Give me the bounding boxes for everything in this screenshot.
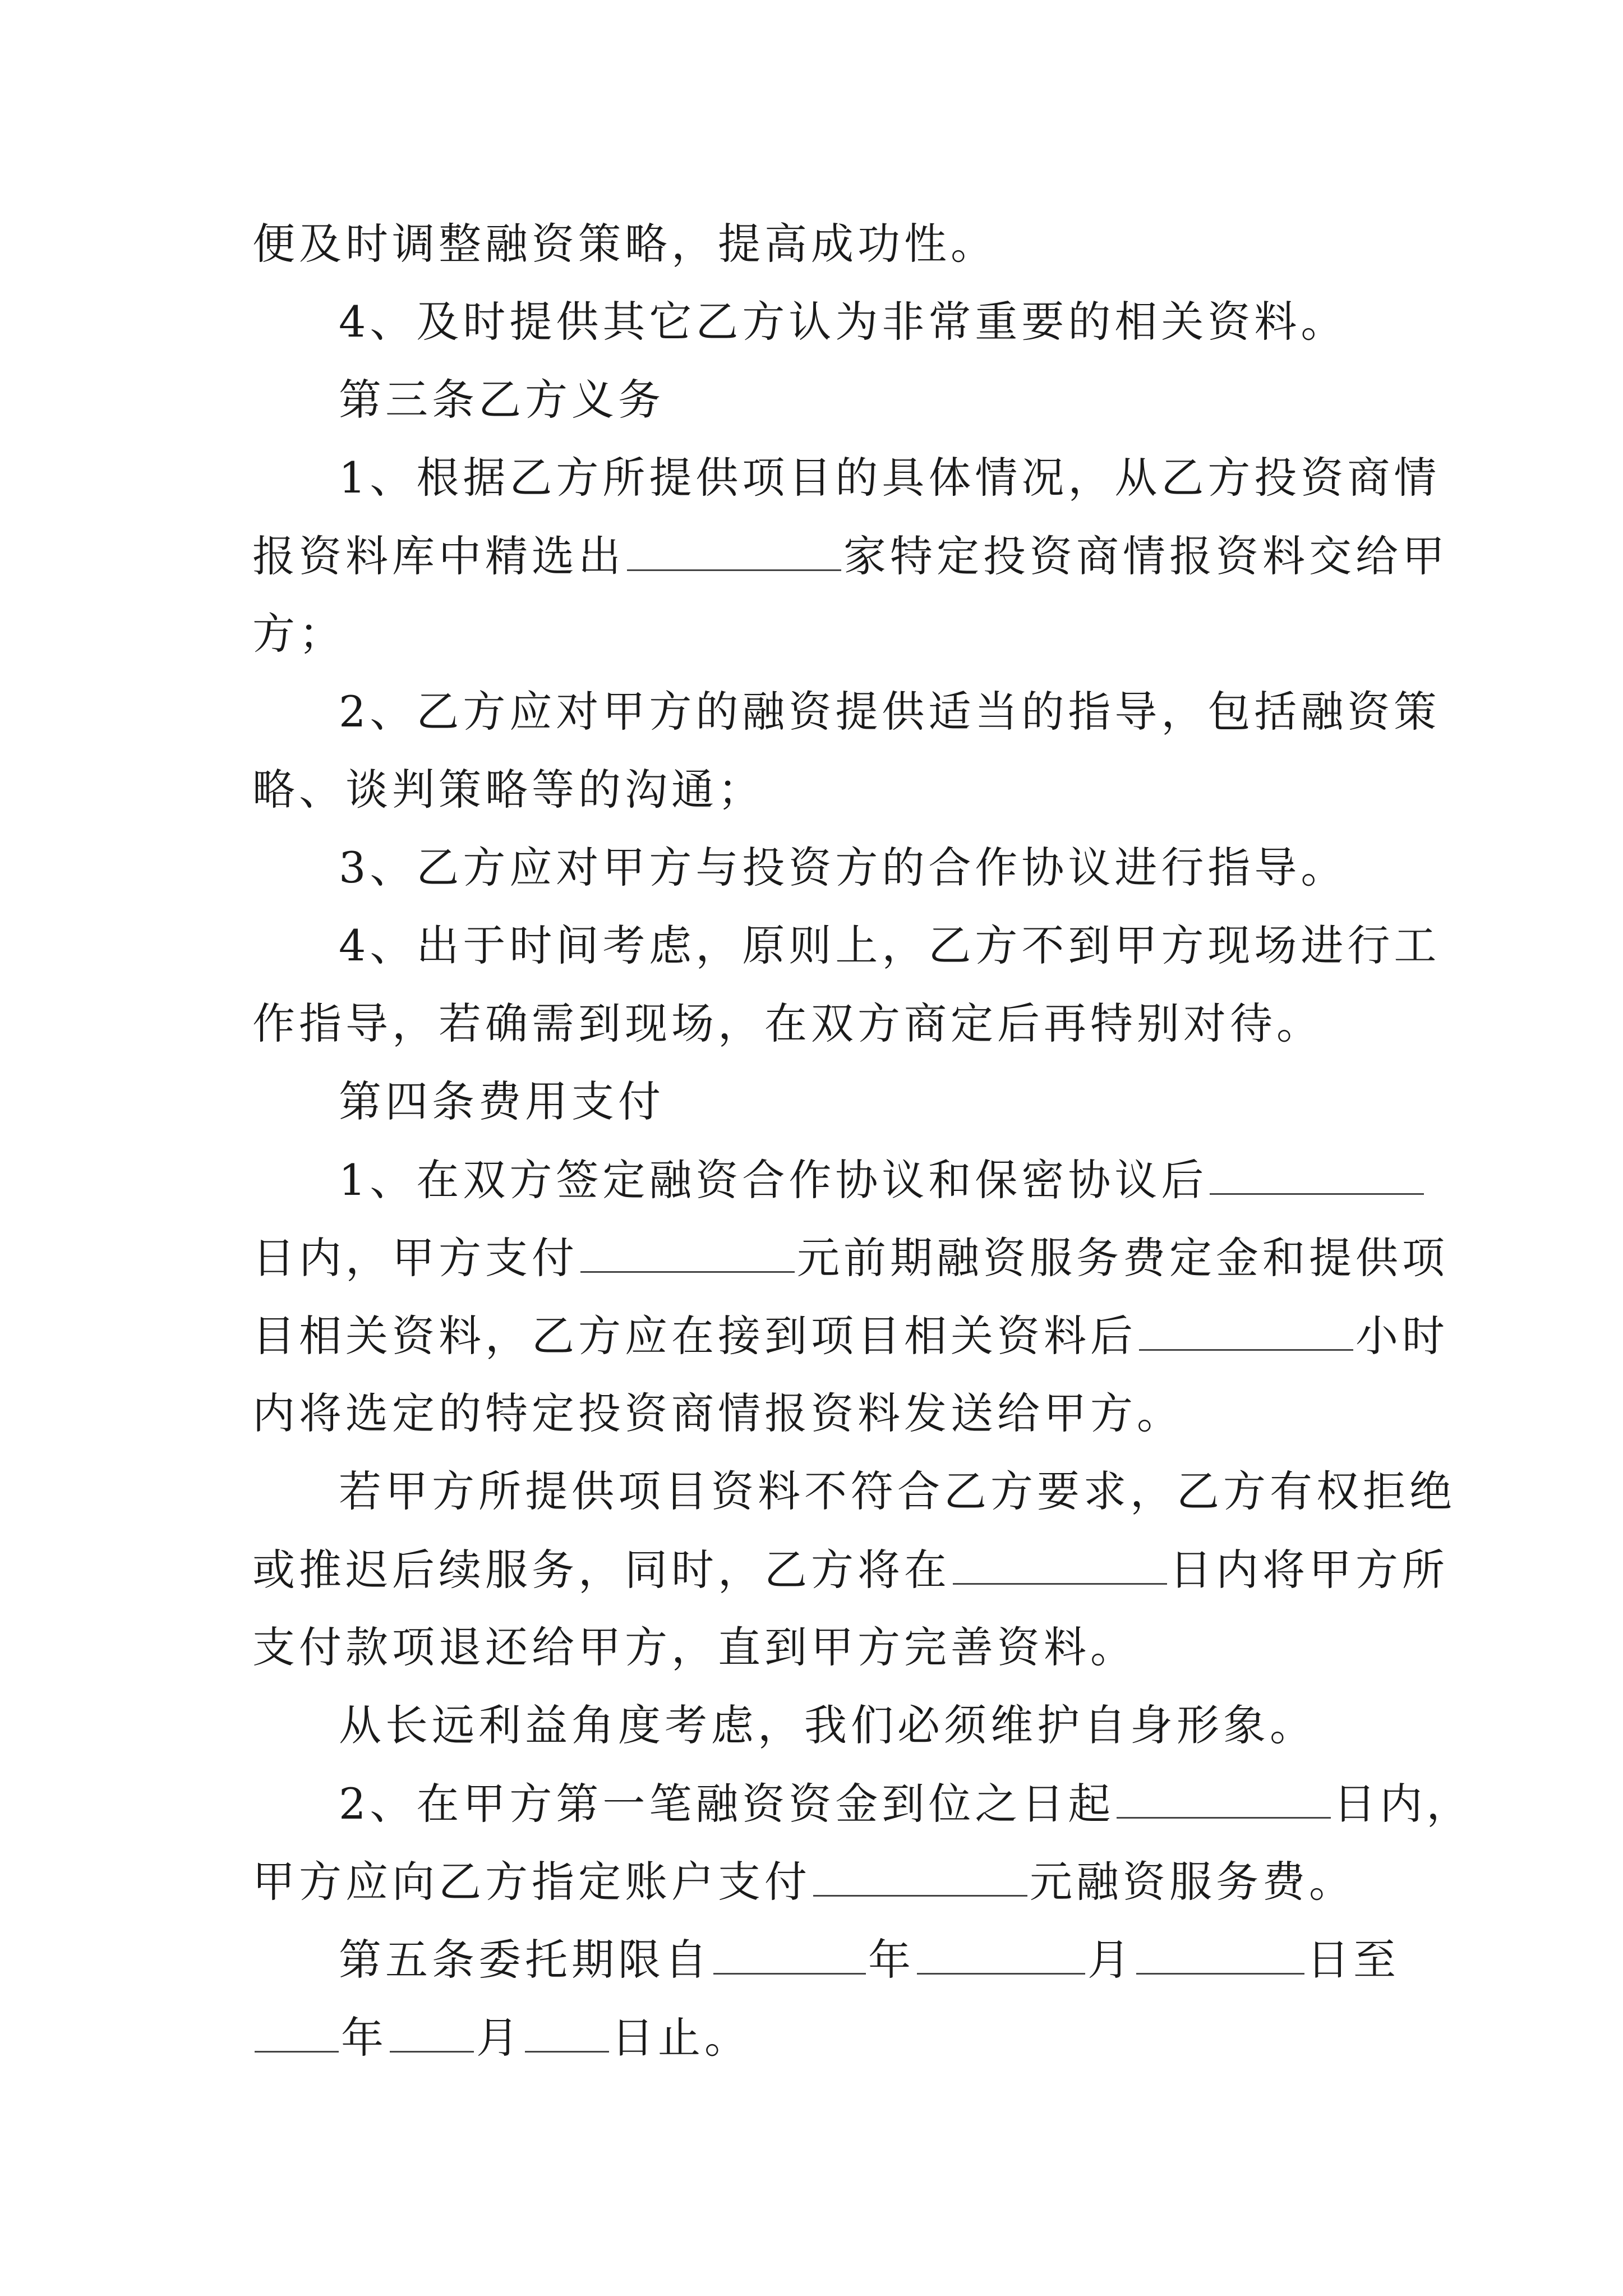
paragraph-line: [252, 1230, 1449, 1286]
section-heading-4: [339, 1074, 1396, 1130]
section-heading-3: [339, 372, 1396, 428]
text: 小时: [1355, 1311, 1449, 1361]
fill-in-blank: [1117, 1775, 1331, 1819]
text: 元融资服务费。: [1030, 1857, 1355, 1907]
text: 4、出于时间考虑，原则上，乙方不到甲方现场进行工: [339, 921, 1441, 970]
text: 年: [868, 1935, 915, 1985]
text: 元前期融资服务费定金和提供项: [797, 1233, 1449, 1283]
text: 月: [476, 2013, 523, 2063]
fill-in-blank: [255, 2009, 339, 2053]
paragraph-line: [339, 1775, 1473, 1832]
paragraph-line: [339, 684, 1441, 740]
text: 年: [341, 2013, 388, 2063]
text: 报资料库中精选出: [252, 531, 625, 581]
paragraph-line: [252, 1542, 1449, 1598]
fill-in-blank: [1210, 1152, 1424, 1195]
text: 1、根据乙方所提供项目的具体情况，从乙方投资商情: [339, 453, 1441, 503]
text: 第四条费用支付: [339, 1076, 665, 1126]
fill-in-blank: [390, 2009, 474, 2053]
text: 日内，甲方支付: [252, 1233, 578, 1283]
paragraph-line: [252, 1619, 1396, 1676]
text: 1、在双方签定融资合作协议和保密协议后: [339, 1155, 1208, 1205]
fill-in-blank: [1136, 1931, 1304, 1975]
text: 第五条委托期限自: [339, 1935, 711, 1985]
paragraph-line: [252, 606, 1396, 662]
paragraph-line: [339, 1697, 1396, 1754]
fill-in-blank: [713, 1931, 866, 1975]
text: 从长远利益角度考虑，我们必须维护自身形象。: [339, 1700, 1316, 1750]
text: 略、谈判策略等的沟通；: [252, 765, 764, 815]
text: 家特定投资商情报资料交给甲: [843, 531, 1449, 581]
text: 4、及时提供其它乙方认为非常重要的相关资料。: [339, 297, 1348, 347]
text: 作指导，若确需到现场，在双方商定后再特别对待。: [252, 999, 1323, 1048]
text: 便及时调整融资策略，提高成功性。: [252, 219, 997, 269]
fill-in-blank: [1139, 1308, 1353, 1351]
text: 2、在甲方第一笔融资资金到位之日起: [339, 1779, 1115, 1829]
fill-in-blank: [953, 1542, 1167, 1585]
fill-in-blank: [627, 528, 841, 571]
paragraph-line: [252, 2009, 1396, 2065]
paragraph-line: [339, 1152, 1396, 1208]
paragraph-line: [252, 216, 1396, 272]
paragraph-line: [339, 840, 1396, 896]
fill-in-blank: [580, 1230, 795, 1273]
paragraph-line: [339, 918, 1441, 974]
paragraph-line: [252, 528, 1449, 584]
text: 日内将甲方所: [1169, 1545, 1449, 1595]
paragraph-line: [339, 1931, 1400, 1987]
text: 日至: [1307, 1935, 1400, 1985]
text: 内将选定的特定投资商情报资料发送给甲方。: [252, 1388, 1183, 1438]
fill-in-blank: [917, 1931, 1085, 1975]
text: 日止。: [611, 2013, 751, 2063]
text: 2、乙方应对甲方的融资提供适当的指导，包括融资策: [339, 687, 1441, 737]
text: 第三条乙方义务: [339, 375, 665, 425]
text: 支付款项退还给甲方，直到甲方完善资料。: [252, 1622, 1137, 1672]
paragraph-line: [252, 1308, 1449, 1364]
paragraph-line: [252, 762, 1396, 818]
paragraph-line: [339, 1464, 1456, 1520]
text: 或推迟后续服务，同时，乙方将在: [252, 1545, 951, 1595]
paragraph-line: [252, 1853, 1396, 1910]
paragraph-line: [339, 450, 1441, 506]
fill-in-blank: [813, 1853, 1027, 1897]
paragraph-line: [252, 1386, 1396, 1442]
text: 方；: [252, 609, 345, 659]
text: 若甲方所提供项目资料不符合乙方要求，乙方有权拒绝: [339, 1466, 1456, 1516]
paragraph-line: [339, 294, 1396, 350]
paragraph-line: [252, 996, 1396, 1052]
text: 日内，: [1333, 1779, 1473, 1829]
text: 月: [1087, 1935, 1134, 1985]
text: 目相关资料，乙方应在接到项目相关资料后: [252, 1311, 1137, 1361]
fill-in-blank: [525, 2009, 609, 2053]
text: 甲方应向乙方指定账户支付: [252, 1857, 811, 1907]
text: 3、乙方应对甲方与投资方的合作协议进行指导。: [339, 843, 1348, 892]
